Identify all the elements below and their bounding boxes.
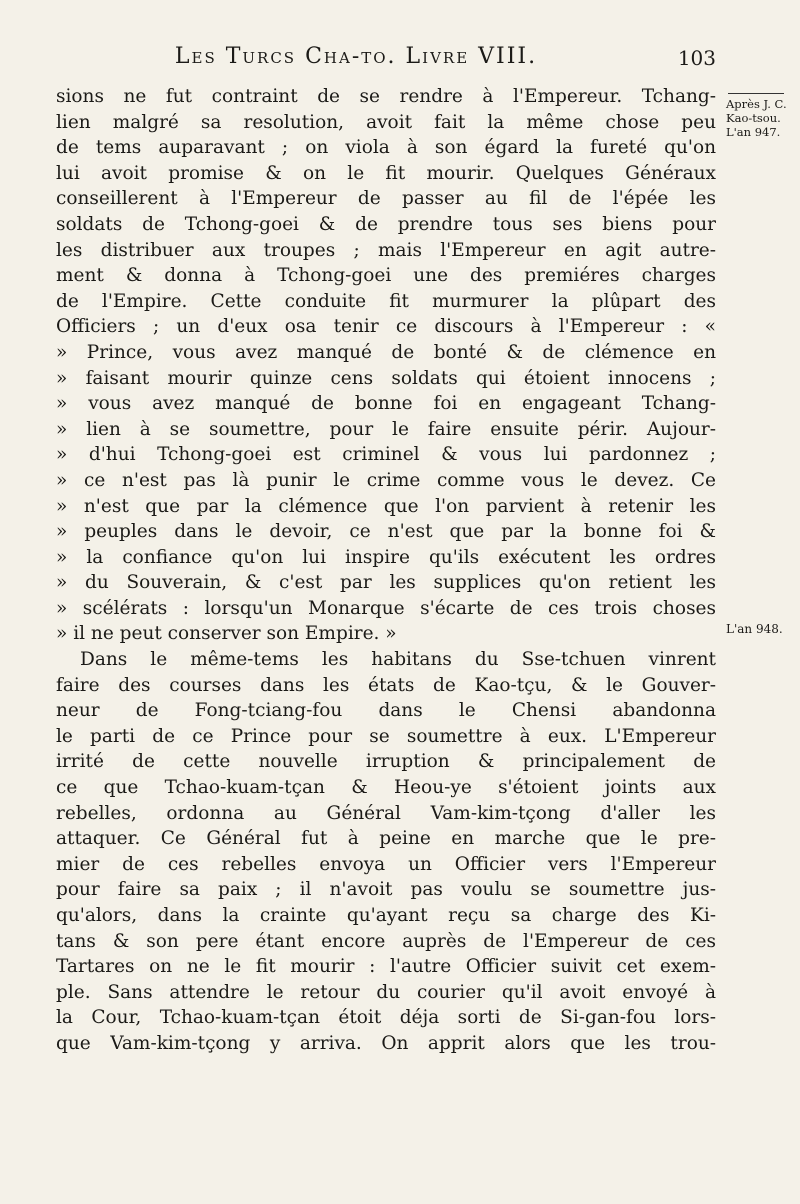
- running-head: Les Turcs Cha-to. Livre VIII.: [174, 44, 538, 69]
- text-line: rebelles, ordonna au Général Vam-kim-tçong d'aller les: [56, 802, 716, 824]
- body-text: [56, 84, 716, 1057]
- quote-line: » d'hui Tchong-goei est criminel & vous lui pardonnez ;: [56, 444, 716, 466]
- text-line: qu'alors, dans la crainte qu'ayant reçu sa charge des Ki-: [56, 905, 716, 926]
- quote-line: » il ne peut conserver son Empire. »: [56, 623, 397, 645]
- text-line: Tartares on ne le fit mourir : l'autre Officier suivit cet exem-: [56, 956, 716, 978]
- quote-line: » scélérats : lorsqu'un Monarque s'écarte de ces trois choses: [56, 597, 716, 619]
- quote-line: » faisant mourir quinze cens soldats qui étoient innocens ;: [56, 367, 716, 389]
- margin-note-emperor: Kao-tsou.: [726, 111, 781, 125]
- text-line: de l'Empire. Cette conduite fit murmurer la plûpart des: [56, 290, 716, 312]
- quote-line: » lien à se soumettre, pour le faire ensuite périr. Aujour-: [56, 418, 716, 440]
- text-line: Officiers ; un d'eux osa tenir ce discours à l'Empereur : «: [56, 316, 716, 338]
- text-line: le parti de ce Prince pour se soumettre à eux. L'Empereur: [56, 725, 716, 747]
- text-line: tans & son pere étant encore auprès de l'Empereur de ces: [56, 930, 716, 952]
- margin-note-rule: [728, 93, 784, 94]
- text-line: attaquer. Ce Général fut à peine en marche que le pre-: [56, 828, 716, 850]
- quote-line: » du Souverain, & c'est par les supplices qu'on retient les: [56, 572, 716, 594]
- text-line: faire des courses dans les états de Kao-tçu, & le Gouver-: [56, 674, 716, 696]
- text-line: de tems auparavant ; on viola à son égard la fureté qu'on: [56, 137, 716, 159]
- text-line: neur de Fong-tciang-fou dans le Chensi abandonna: [56, 700, 716, 722]
- quote-line: » ce n'est pas là punir le crime comme vous le devez. Ce: [56, 469, 716, 491]
- margin-note-date-block: [726, 86, 796, 139]
- quote-line: » Prince, vous avez manqué de bonté & de clémence en: [56, 341, 716, 363]
- quote-line: » la confiance qu'on lui inspire qu'ils exécutent les ordres: [56, 546, 716, 568]
- text-line: irrité de cette nouvelle irruption & principalement de: [56, 751, 716, 773]
- text-line: sions ne fut contraint de se rendre à l'Empereur. Tchang-: [56, 86, 716, 107]
- quote-line: » vous avez manqué de bonne foi en engageant Tchang-: [56, 393, 716, 415]
- text-line: lien malgré sa resolution, avoit fait la même chose peu: [56, 111, 716, 133]
- text-line: que Vam-kim-tçong y arriva. On apprit alors que les trou-: [56, 1032, 716, 1054]
- margin-note-year-948: L'an 948.: [726, 622, 783, 636]
- text-line: soldats de Tchong-goei & de prendre tous ses biens pour: [56, 213, 716, 235]
- text-line: ce que Tchao-kuam-tçan & Heou-ye s'étoient joints aux: [56, 777, 716, 799]
- text-line: conseillerent à l'Empereur de passer au fil de l'épée les: [56, 188, 716, 210]
- text-line: ple. Sans attendre le retour du courier qu'il avoit envoyé à: [56, 981, 716, 1003]
- text-line: les distribuer aux troupes ; mais l'Empereur en agit autre-: [56, 239, 716, 261]
- text-line: ment & donna à Tchong-goei une des premiéres charges: [56, 265, 716, 287]
- paragraph-start-line: Dans le même-tems les habitans du Sse-tchuen vinrent: [80, 649, 716, 671]
- text-line: la Cour, Tchao-kuam-tçan étoit déja sorti de Si-gan-fou lors-: [56, 1007, 716, 1029]
- page-header: [56, 44, 716, 84]
- text-line: lui avoit promise & on le fit mourir. Quelques Généraux: [56, 162, 716, 184]
- page-number: 103: [677, 46, 716, 70]
- text-line: pour faire sa paix ; il n'avoit pas voulu se soumettre jus-: [56, 879, 716, 901]
- quote-line: » n'est que par la clémence que l'on parvient à retenir les: [56, 495, 716, 517]
- quote-line: » peuples dans le devoir, ce n'est que par la bonne foi &: [56, 521, 716, 543]
- margin-note-year: L'an 947.: [726, 125, 781, 139]
- margin-note-era: Après J. C.: [726, 97, 787, 111]
- text-line: mier de ces rebelles envoya un Officier vers l'Empereur: [56, 853, 716, 875]
